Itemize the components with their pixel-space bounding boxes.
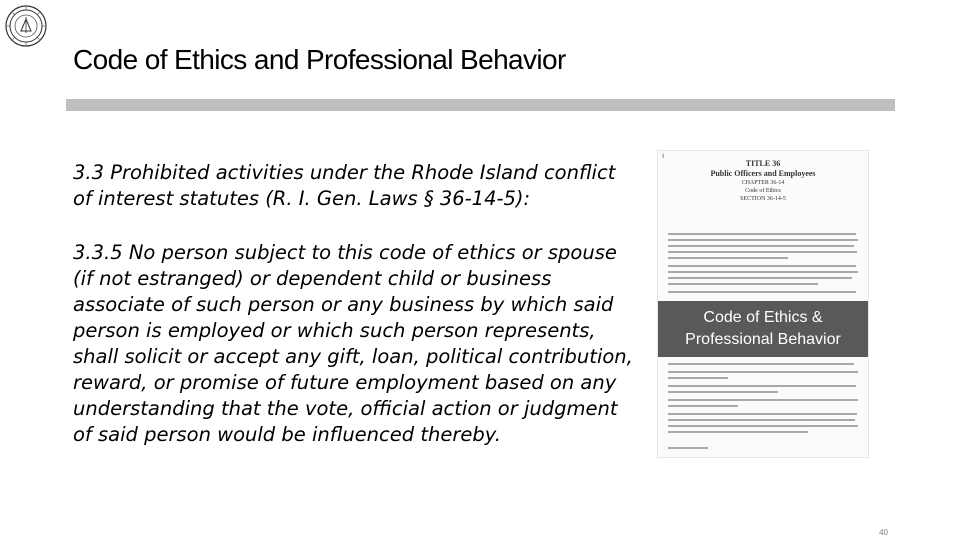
thumbnail-text-line: [668, 291, 856, 293]
section-heading-paragraph: 3.3 Prohibited activities under the Rhode Island conflict of interest statutes (R. I. Gen. Laws § 36-14-5):: [73, 161, 616, 210]
thumbnail-heading: [658, 159, 868, 203]
thumbnail-text-line: [668, 251, 857, 253]
thumbnail-text-line: [668, 233, 856, 235]
thumbnail-heading-line: Code of Ethics: [745, 188, 781, 194]
thumbnail-text-line: [668, 425, 858, 427]
thumbnail-heading-line: TITLE 36: [745, 159, 781, 168]
thumbnail-text-line: [668, 413, 857, 415]
thumbnail-text-line: [668, 257, 788, 259]
thumbnail-text-line: [668, 391, 778, 393]
seal-icon: [4, 4, 48, 48]
body-text: [73, 160, 633, 448]
section-detail-paragraph: 3.3.5 No person subject to this code of ethics or spouse (if not estranged) or dependent child or business associate of such person or any business by which said person is employed or which such person represents, shall solicit or accept any gift, loan, political contribution, reward, or promise of future employment based on any understanding that the vote, official action or judgment of said person would be influenced thereby.: [73, 241, 633, 446]
thumbnail-heading-line: SECTION 36-14-5: [740, 196, 786, 202]
thumbnail-text-line: [668, 431, 808, 433]
thumbnail-text-line: [668, 245, 854, 247]
thumbnail-text-line: [668, 399, 858, 401]
thumbnail-text-line: [668, 447, 708, 449]
thumbnail-text-line: [668, 371, 858, 373]
thumbnail-text-line: [668, 271, 858, 273]
thumbnail-text-line: [668, 283, 818, 285]
thumbnail-corner-mark: §: [662, 154, 665, 159]
title-divider: [66, 99, 895, 111]
page-title: Code of Ethics and Professional Behavior: [73, 44, 566, 75]
thumbnail-text-line: [668, 363, 854, 365]
thumbnail-heading-line: CHAPTER 36-14: [741, 180, 785, 186]
thumbnail-text-line: [668, 265, 856, 267]
thumbnail-caption: Code of Ethics & Professional Behavior: [658, 301, 868, 357]
thumbnail-text-line: [668, 377, 728, 379]
thumbnail-text-line: [668, 405, 738, 407]
thumbnail-text-line: [668, 419, 855, 421]
thumbnail-text-line: [668, 277, 852, 279]
document-thumbnail: [657, 150, 869, 458]
thumbnail-text-line: [668, 385, 856, 387]
slide-number: 40: [879, 528, 888, 537]
thumbnail-heading-line: Public Officers and Employees: [710, 169, 816, 178]
thumbnail-text-line: [668, 239, 858, 241]
